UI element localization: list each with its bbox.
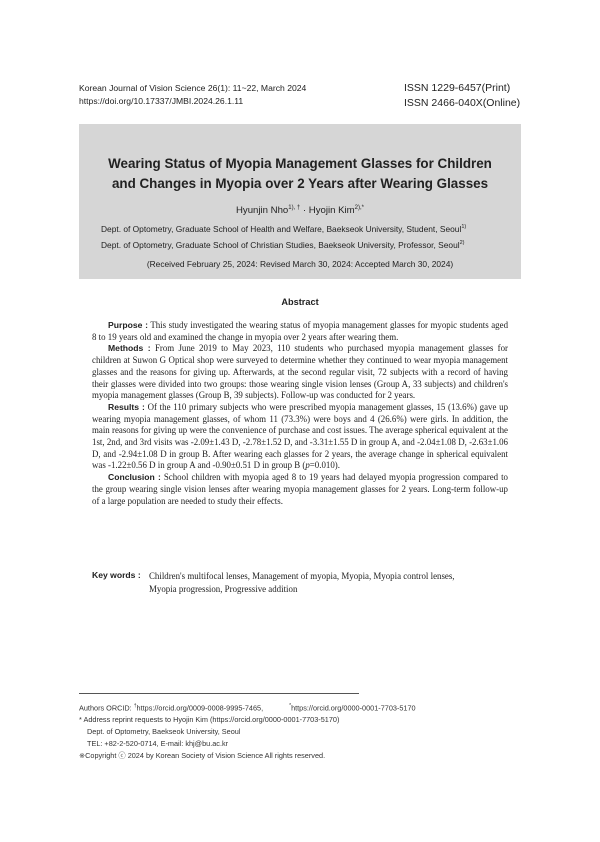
journal-header	[79, 82, 306, 108]
methods-label: Methods :	[108, 343, 151, 354]
results-text: Of the 110 primary subjects who were prescribed myopia management glasses, 15 (13.6%) gave up wearing myopia management glasses, of whom 11 (73.3%) were boys and 4 (26.6%) were girls. In addition, the main reasons for giving up were the convenience of purchase and cost issues. The average spherical equivalent at the 1st, 2nd, and 3rd visits was -2.09±1.43 D, -2.78±1.52 D, and -3.31±1.55 D in group A, and -2.04±1.08 D, -2.63±1.06 D, and -2.94±1.08 D in group B. After wearing each glasses for 2 years, the average change in spherical equivalent was -1.22±0.56 D in group A and -0.90±0.51 D in group B (	[92, 401, 509, 471]
reprint-request: * Address reprint requests to Hyojin Kim (https://orcid.org/0000-0001-7703-5170)	[79, 715, 340, 725]
affiliation-1-text: Dept. of Optometry, Graduate School of Health and Welfare, Baekseok University, Student, Seoul	[101, 224, 462, 234]
affiliation-2-mark: 2)	[459, 240, 465, 247]
results-label: Results :	[108, 401, 145, 412]
abstract-conclusion	[92, 472, 508, 507]
orcid-1-mark: †	[133, 703, 137, 709]
affiliation-1	[101, 224, 466, 234]
author-separator: ·	[300, 205, 309, 217]
corresponding-dept: Dept. of Optometry, Baekseok University, Seoul	[87, 727, 241, 737]
keywords-list	[149, 570, 511, 595]
abstract-purpose	[92, 320, 508, 343]
title-line-1: Wearing Status of Myopia Management Glasses for Children	[108, 156, 492, 171]
received-dates: (Received February 25, 2024: Revised March 30, 2024: Accepted March 30, 2024)	[146, 259, 454, 269]
results-p-symbol: p	[305, 460, 310, 471]
purpose-label: Purpose :	[108, 320, 148, 330]
methods-text: From June 2019 to May 2023, 110 students who purchased myopia management glasses for children at Suwon G Optical shop were surveyed to determine whether they continued to wear myopia management glasses and the reasons for giving up. Afterwards, at the second regular visit, 72 subjects with a record of having their glasses were divided into two groups: those wearing single vision lenses (Group A, 33 subjects) and children's myopia management glasses (Group B, 39 subjects). Follow-up was conducted for 2 years.	[92, 343, 508, 401]
issn-print: ISSN 1229-6457(Print)	[404, 82, 511, 94]
author-list	[79, 205, 521, 216]
keywords-line-2: Myopia progression, Progressive addition	[149, 583, 298, 594]
orcid-1-link[interactable]: https://orcid.org/0009-0008-9995-7465,	[136, 703, 264, 713]
affiliation-2-text: Dept. of Optometry, Graduate School of Christian Studies, Baekseok University, Professor, Seoul	[101, 240, 460, 250]
corresponding-contact: TEL: +82-2-520-0714, E-mail: khj@bu.ac.kr	[87, 739, 229, 749]
article-title	[79, 154, 521, 194]
footnote-divider	[79, 693, 359, 694]
keywords-line-1: Children's multifocal lenses, Management of myopia, Myopia, Myopia control lenses,	[149, 571, 455, 581]
affiliation-2	[101, 240, 464, 250]
doi-link[interactable]: https://doi.org/10.17337/JMBI.2024.26.1.11	[79, 96, 244, 106]
purpose-text: This study investigated the wearing status of myopia management glasses for myopic students aged 8 to 19 years old and examined the change in myopia over 2 years after wearing them.	[92, 320, 509, 342]
issn-block	[404, 81, 520, 111]
orcid-2-link[interactable]: https://orcid.org/0000-0001-7703-5170	[291, 703, 416, 713]
orcid-label: Authors ORCID:	[79, 703, 134, 713]
title-line-2: and Changes in Myopia over 2 Years after Wearing Glasses	[111, 176, 489, 191]
orcid-2-mark: *	[289, 703, 292, 709]
conclusion-text: School children with myopia aged 8 to 19 years had delayed myopia progression compared to the group wearing single vision lenses after wearing myopia management glasses for 2 years. Long-term follow-up of a large population are needed to study their effects.	[92, 472, 508, 506]
abstract-heading: Abstract	[281, 297, 319, 307]
author-1-marks: 1), †	[288, 205, 301, 211]
author-2: Hyojin Kim	[308, 205, 355, 217]
footnotes	[79, 700, 416, 762]
abstract-body	[92, 320, 508, 507]
journal-citation: Korean Journal of Vision Science 26(1): 11~22, March 2024	[79, 83, 307, 93]
title-box	[79, 124, 521, 279]
orcid-line	[79, 700, 416, 714]
keywords-label: Key words :	[92, 570, 141, 580]
affiliation-1-mark: 1)	[461, 224, 467, 231]
copyright-notice: ※Copyright ⓒ 2024 by Korean Society of Vision Science All rights reserved.	[79, 751, 326, 761]
results-tail: =0.010).	[309, 460, 340, 471]
issn-online: ISSN 2466-040X(Online)	[404, 97, 521, 109]
author-1: Hyunjin Nho	[235, 205, 289, 217]
conclusion-label: Conclusion :	[108, 472, 161, 483]
abstract-methods	[92, 343, 508, 402]
abstract-results	[92, 402, 508, 472]
author-2-marks: 2),*	[354, 205, 364, 211]
